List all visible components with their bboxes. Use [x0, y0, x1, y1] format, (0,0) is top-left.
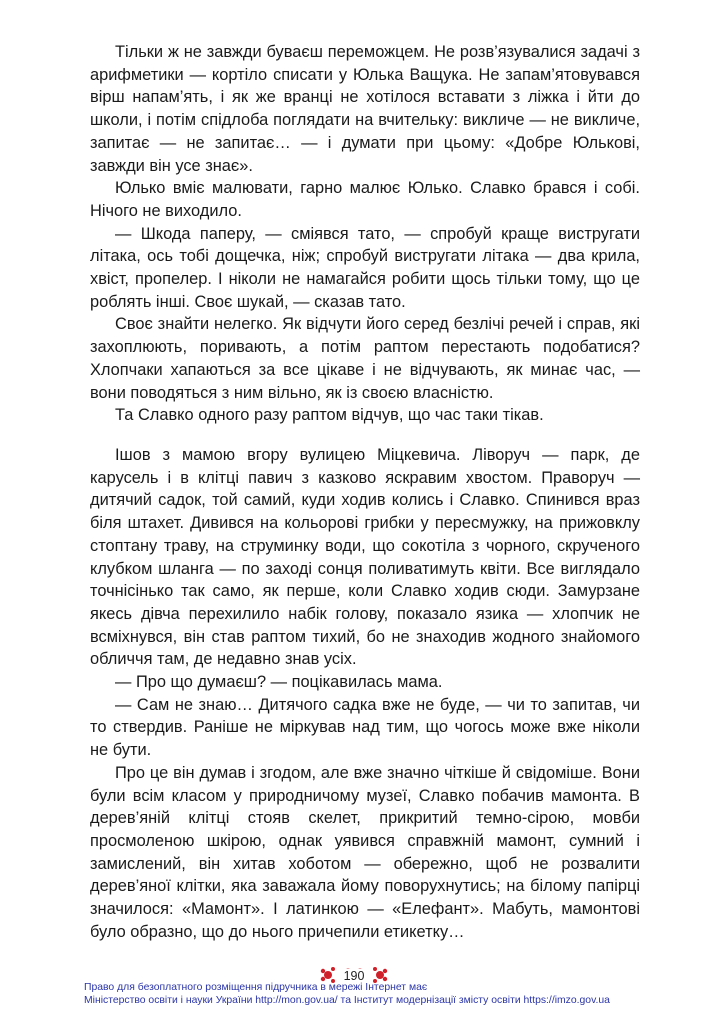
paragraph: — Про що думаєш? — поцікавилась мама. [115, 673, 443, 692]
page-number: 190 [336, 969, 372, 983]
paragraph: — Шкода паперу, — сміявся тато, — спробуй краще вистругати літака, ось тобі дощечка, ніж; спробуй вистругати літака — два крила, хвіст, пропелер. І ніколи не намагайся робити щось тільки тому, що це роблять інші. Своє шукай, — сказав тато. [90, 224, 640, 311]
paragraph: Про це він думав і згодом, але вже значно чіткіше й свідоміше. Вони були всім класом у природничому музеї, Славко побачив мамонта. В дерев’яній клітці стояв скелет, прикритий темно-сірою, мовби просмоленою шкірою, однак уявився справжній мамонт, сумний і замислений, він хитав хоботом — обережно, щоб не розвалити дерев’яної клітки, яка заважала йому поворухнутись; на білому папірці значилося: «Мамонт». І латинкою — «Елефант». Мабуть, мамонтові було образно, що до нього причепили етикетку… [90, 763, 640, 941]
paragraph: Ішов з мамою вгору вулицею Міцкевича. Ліворуч — парк, де карусель і в клітці павич з казково яскравим хвостом. Праворуч — дитячий садок, той самий, куди ходив колись і Славко. Спинився враз біля штахет. Дивився на кольорові грибки у пересмужку, на прижовклу стоптану траву, на струминку води, що сокотіла з чорного, скрученого клубком шланга — по заході сонця поливатимуть квіти. Все виглядало точнісінько так само, як перше, коли Славко ходив сюди. Замурзане якесь дівча перехилило набік голову, показало язика — хлопчик не всміхнувся, він став раптом тихий, бо не знаходив жодного знайомого обличчя там, де недавно знав усіх. [90, 446, 640, 669]
paragraph: Та Славко одного разу раптом відчув, що час таки тікав. [115, 406, 544, 425]
page-footer [0, 960, 704, 1024]
paragraph: Юлько вміє малювати, гарно малює Юлько. Славко брався і собі. Нічого не виходило. [90, 179, 640, 220]
ministry-links: Міністерство освіти і науки України http://mon.gov.ua/ та Інститут модернізації змісту освіти https://imzo.gov.ua [84, 995, 610, 1006]
copyright-notice: Право для безоплатного розміщення підручника в мережі Інтернет має [84, 982, 428, 993]
paragraph: Тільки ж не завжди буваєш переможцем. Не розв’язувалися задачі з арифметики — кортіло списати у Юлька Ващука. Не запам’ятовувався вірш напам’ять, і як же вранці не хотілося вставати з ліжка і йти до школи, і потім спідлоба поглядати на вчительку: викличе — не викличе, запитає — не запитає… — і думати при цьому: «Добре Юлькові, завжди він усе знає». [90, 43, 640, 175]
paragraph: Своє знайти нелегко. Як відчути його серед безлічі речей і справ, які захоплюють, поривають, а потім раптом перестають подобатися? Хлопчаки хапаються за все цікаве і не відчувають, як минає час, — вони поводяться з ним вільно, як із своєю власністю. [90, 315, 640, 402]
paragraph: — Сам не знаю… Дитячого садка вже не буде, — чи то запитав, чи то ствердив. Раніше не міркував над тим, що чогось може вже ніколи не бути. [90, 695, 640, 760]
text-section-2 [90, 444, 640, 943]
text-section-1 [90, 41, 640, 427]
